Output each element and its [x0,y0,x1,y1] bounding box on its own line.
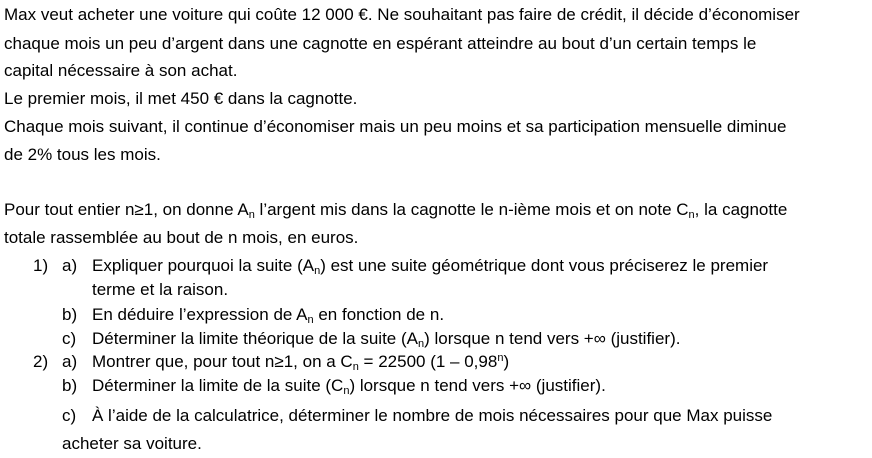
question-1b-text: En déduire l’expression de $A_n$ en fonction de n. [92,305,445,326]
question-1-number: 1) [33,256,49,275]
question-1c-text: Déterminer la limite théorique de la suite $(A_n)$ lorsque n tend vers +∞ (justifier). [92,329,681,350]
question-1a-text: Expliquer pourquoi la suite $(A_n)$ est une suite géométrique dont vous préciserez le premier [92,256,769,277]
question-1a-label: a) [62,256,78,275]
intro-line-2: chaque mois un peu d’argent dans une cagnotte en espérant atteindre au bout d’un certain temps le [4,34,757,53]
definition-line-2: totale rassemblée au bout de n mois, en euros. [4,228,359,247]
question-1a-continuation: terme et la raison. [92,280,229,299]
intro-line-4: Le premier mois, il met 450 € dans la cagnotte. [4,89,358,108]
question-2c-label: c) [62,406,77,425]
intro-line-1: Max veut acheter une voiture qui coûte 12 000 €. Ne souhaitant pas faire de crédit, il décide d’économiser [4,5,800,24]
intro-line-5: Chaque mois suivant, il continue d’économiser mais un peu moins et sa participation mensuelle diminue [4,117,787,136]
definition-line-1: Pour tout entier n≥1, on donne $A_n$ l’argent mis dans la cagnotte le n-ième mois et on note $C_n$, la cagnotte [4,200,788,221]
question-1b-label: b) [62,305,78,324]
question-2c-text: À l’aide de la calculatrice, déterminer le nombre de mois nécessaires pour que Max puisse [92,406,773,425]
question-2b-label: b) [62,376,78,395]
question-2a-label: a) [62,352,78,371]
question-1c-label: c) [62,329,77,348]
intro-line-3: capital nécessaire à son achat. [4,61,238,80]
question-2b-text: Déterminer la limite de la suite $(C_n)$ lorsque n tend vers +∞ (justifier). [92,376,606,397]
intro-line-6: de 2% tous les mois. [4,145,161,164]
question-2c-continuation: acheter sa voiture. [62,434,202,453]
question-2-number: 2) [33,352,49,371]
question-2a-text: Montrer que, pour tout n≥1, on a $C_n = 22500$ (1 – 0,98$^n$) [92,352,510,373]
